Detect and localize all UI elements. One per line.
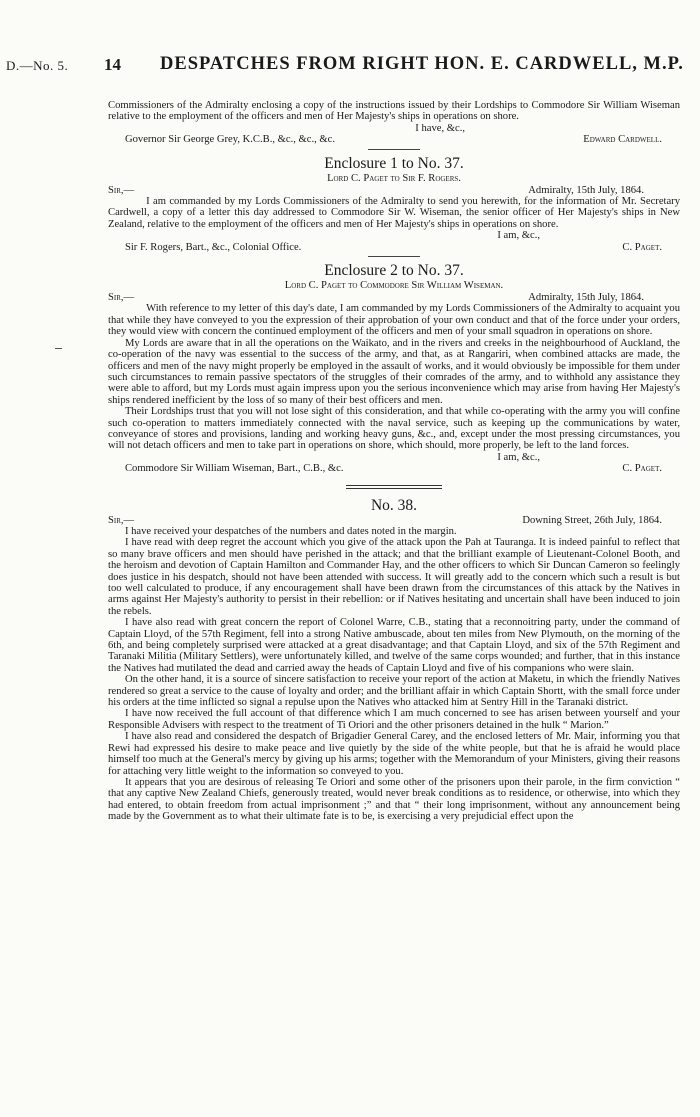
enclosure1-place-date: Admiralty, 15th July, 1864. [528, 184, 644, 196]
enclosure2-paragraph: With reference to my letter of this day's date, I am commanded by my Lords Commissioners of the Admiralty to acquaint you that while they have conveyed to you the expression of their approbation of your own conduct and that of the force under your orders, they would view with concern the continued employment of the officers and men of your small squadron in operations on shore. [108, 303, 680, 338]
despatch-paragraph: I have read with deep regret the account which you give of the attack upon the Pah at Tauranga. It is indeed painful to reflect that so many brave officers and men should have perished in the attack; and that the brilliant example of Lieutenant-Colonel Booth, and the heroism and devotion of Captain Hamilton and Commander Hay, and the other officers to which Sir Duncan Cameron so feelingly does justice in his despatch, should not have been attended with success. It will greatly add to the concern which such a result is but too well calculated to produce, if any encouragement shall have been drawn from the circumstances of this attack by the Natives in arms against Her Majesty's authority to persist in their rebellion: or if Natives hesitating and uncertain shall have been induced to join the rebels. [108, 537, 680, 617]
section-divider-double [346, 485, 442, 489]
enclosure2-signature: C. Paget. [622, 463, 662, 475]
despatch-paragraph: On the other hand, it is a source of sincere satisfaction to receive your report of the action at Maketu, in which the friendly Natives rendered so great a service to the cause of loyalty and order; and the brilliant affair in which Captain Shortt, with the small force under his orders at the time inflicted so signal a repulse upon the Natives who attacked him at Sentry Hill in the Taranaki district. [108, 674, 680, 709]
despatch-paragraph: I have received your despatches of the numbers and dates noted in the margin. [124, 525, 457, 537]
enclosure2-paragraph: Their Lordships trust that you will not lose sight of this consideration, and that while co-operating with the army you will confine such co-operation to matters immediately connected with the naval service, such as keeping up the communications by water, conveyance of stores and provisions, landing and working heavy guns, &c., and, except under the most pressing circumstances, you will not detach officers and men to take part in operations on shore, which should, more properly, be left to the land forces. [108, 406, 680, 452]
intro-closing-row [108, 123, 680, 134]
enclosure2-salutation: Sir,— [108, 292, 135, 304]
enclosure1-salutation: Sir,— [108, 184, 135, 196]
despatch-heading-row [108, 515, 680, 526]
enclosure2-title: Enclosure 2 to No. 37. [324, 262, 464, 280]
intro-closing: I have, &c., [415, 122, 465, 134]
running-title: DESPATCHES FROM RIGHT HON. E. CARDWELL, M.P. [160, 54, 684, 74]
despatch-paragraph: It appears that you are desirous of releasing Te Oriori and some other of the prisoners upon their parole, in the firm conviction “ that any captive New Zealand Chiefs, generously treated, would never break conditions as to residence, or otherwise, into which they had entered, to obtain freedom from actual imprisonment ;” and that “ their long imprisonment, without any announcement being made by the Government as to what their ultimate fate is to be, is exercising a very prejudicial effect upon the [108, 776, 680, 823]
page-header [0, 52, 700, 82]
enclosure2-signature-row [108, 463, 680, 474]
enclosure2-closing-row [108, 452, 680, 463]
enclosure2-addressee: Commodore Sir William Wiseman, Bart., C.B., &c. [124, 463, 344, 475]
enclosure2-place-date: Admiralty, 15th July, 1864. [528, 292, 644, 304]
document-body [108, 100, 680, 823]
document-reference: D.—No. 5. [6, 58, 69, 73]
despatch-place-date: Downing Street, 26th July, 1864. [522, 514, 662, 526]
enclosure1-closing: I am, &c., [497, 230, 540, 242]
enclosure1-addressee: Sir F. Rogers, Bart., &c., Colonial Office. [124, 241, 302, 253]
despatch-title: No. 38. [370, 496, 418, 514]
page-number: 14 [104, 55, 121, 74]
intro-addressee: Governor Sir George Grey, K.C.B., &c., &c., &c. [124, 134, 336, 146]
section-divider [368, 149, 420, 150]
enclosure2-paragraph: My Lords are aware that in all the operations on the Waikato, and in the rivers and creeks in the neighbourhood of Auckland, the co-operation of the navy was essential to the success of the army, and that, as at Rangariri, when combined attacks are made, the officers and men of the navy might properly be employed in the assault of works, and it would obviously be impossible for them under such circumstances to remain passive spectators of the struggles of their comrades of the army, and to withhold any assistance they were able to afford, but my Lords must again impress upon you the serious inconvenience which may arise from having Her Majesty's ships rendered inefficient by the loss of so many of their best officers and men. [108, 337, 680, 406]
enclosure1-signature: C. Paget. [622, 241, 662, 253]
enclosure1-subtitle: Lord C. Paget to Sir F. Rogers. [327, 172, 461, 184]
despatch-paragraph: I have now received the full account of that difference which I am much concerned to see has arisen between yourself and your Responsible Advisers with respect to the treatment of Ti Oriori and the other prisoners detained in the hulk “ Marion.” [108, 708, 680, 731]
despatch-salutation: Sir,— [108, 514, 135, 526]
enclosure1-heading-row [108, 185, 680, 196]
intro-text: Commissioners of the Admiralty enclosing a copy of the instructions issued by their Lordships to Commodore Sir William Wiseman relative to the employment of the officers and men of Her Majesty's ships in operations on shore. [108, 100, 680, 123]
section-divider [368, 256, 420, 257]
intro-signature: Edward Cardwell. [583, 134, 662, 146]
intro-signature-row [108, 134, 680, 145]
enclosure1-signature-row [108, 242, 680, 253]
despatch-paragraph: I have also read and considered the despatch of Brigadier General Carey, and the enclosed letters of Mr. Mair, informing you that Rewi had expressed his desire to make peace and live quietly by the side of the white people, but that he is afraid he would place himself too much at the General's mercy by giving up his arms; together with the Memorandum of your Ministers, giving their reasons for attaching very little weight to the information so conveyed to you. [108, 731, 680, 777]
enclosure2-subtitle: Lord C. Paget to Commodore Sir William Wiseman. [284, 280, 504, 292]
enclosure2-closing: I am, &c., [497, 451, 540, 463]
enclosure1-closing-row [108, 230, 680, 241]
margin-mark [55, 348, 62, 349]
despatch-paragraph: I have also read with great concern the report of Colonel Warre, C.B., stating that a reconnoitring party, under the command of Captain Lloyd, of the 57th Regiment, fell into a strong Native ambuscade, about ten miles from New Plymouth, on the morning of the 6th, and being completely surprised were attacked at a great disadvantage; and that Captain Lloyd, and six of the 57th Regiment and Taranaki Militia (Military Settlers), were unfortunately killed, and twelve of the same corps wounded; and further, that in this instance the Natives had mutilated the dead and carried away the heads of Captain Lloyd and five of his companions who were slain. [108, 617, 680, 674]
enclosure1-body: I am commanded by my Lords Commissioners of the Admiralty to send you herewith, for the information of Mr. Secretary Cardwell, a copy of a letter this day addressed to Commodore Sir W. Wiseman, the senior officer of Her Majesty's ships in New Zealand, relative to the employment of the officers and men of Her Majesty's ships in operations on shore. [108, 196, 680, 230]
enclosure1-title: Enclosure 1 to No. 37. [324, 154, 464, 172]
enclosure2-heading-row [108, 292, 680, 303]
